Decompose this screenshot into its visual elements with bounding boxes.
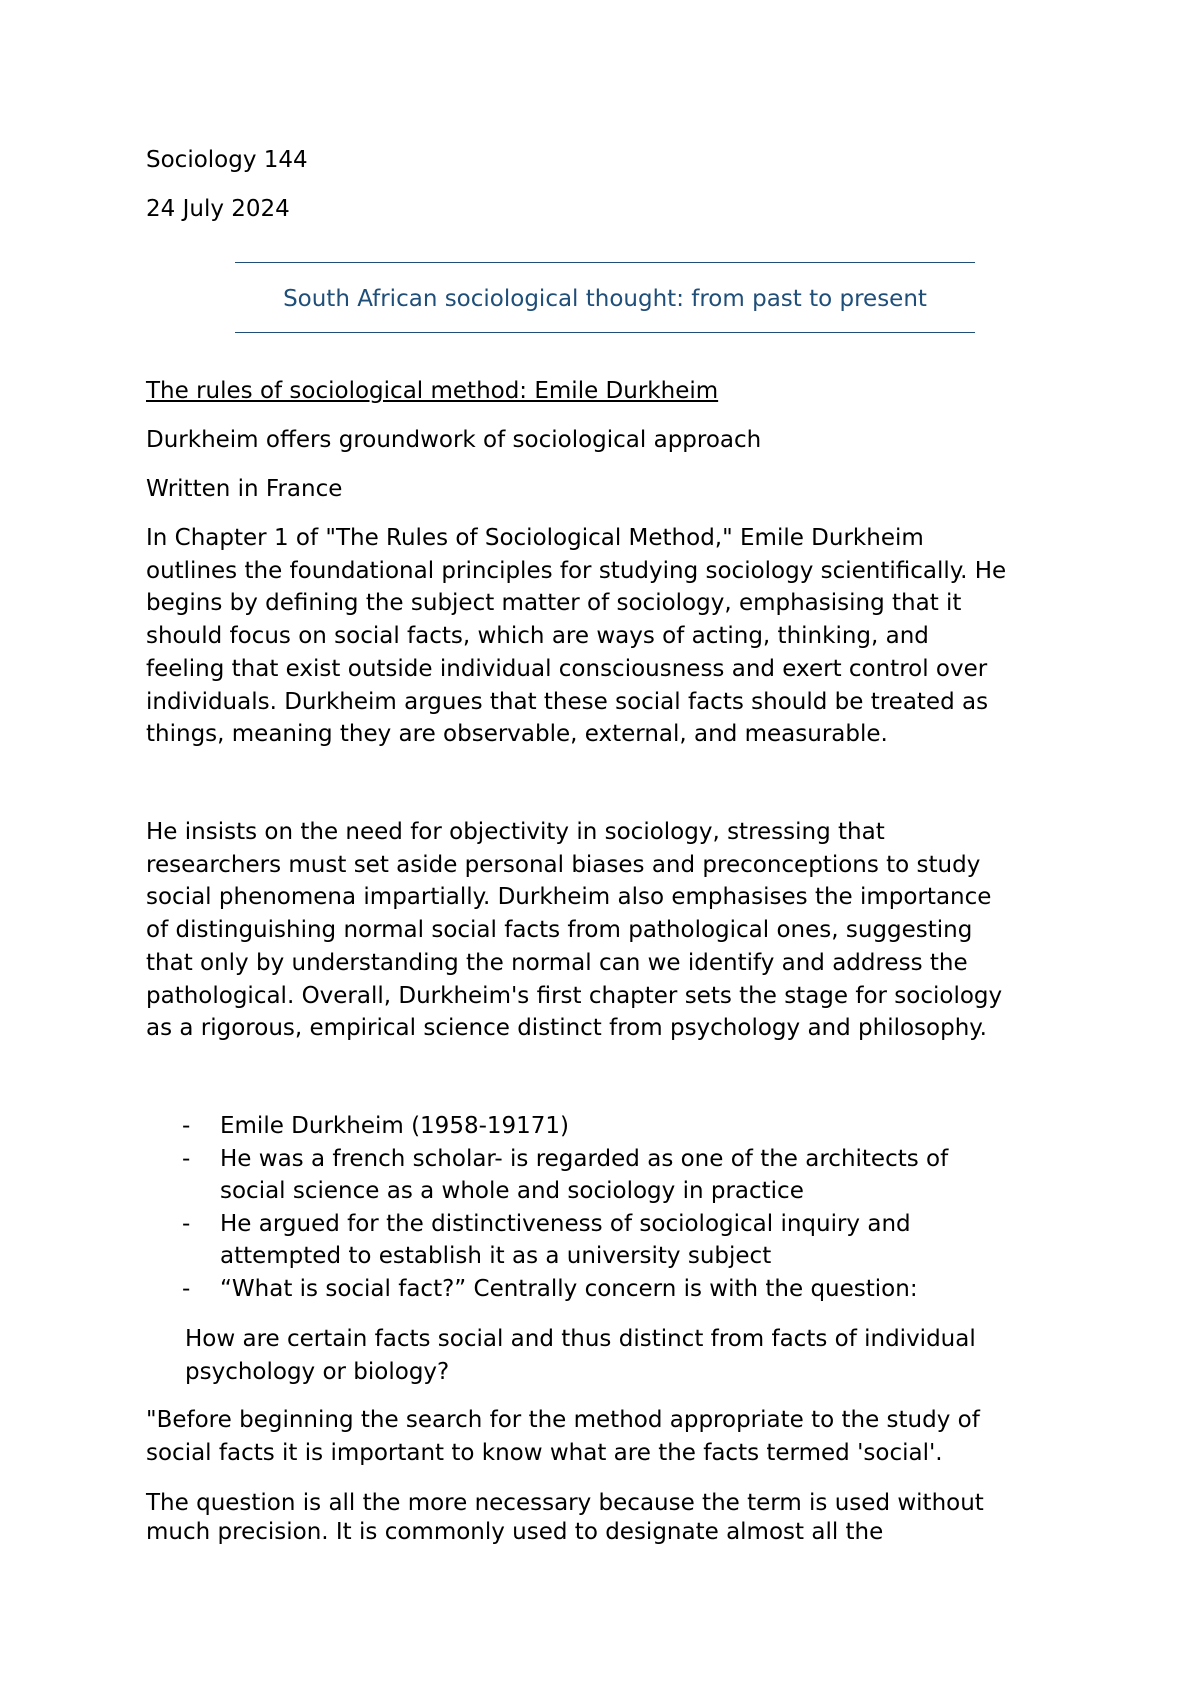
paragraph-line: things, meaning they are observable, external, and measurable. — [146, 721, 888, 748]
paragraph-line: much precision. It is commonly used to designate almost all the — [146, 1519, 884, 1545]
bullet-marker: - — [182, 1210, 191, 1237]
title-top-rule — [235, 262, 975, 263]
intro-line: Durkheim offers groundwork of sociological approach — [146, 427, 762, 453]
paragraph-line: that only by understanding the normal can we identify and address the — [146, 949, 968, 976]
paragraph-line: individuals. Durkheim argues that these social facts should be treated as — [146, 688, 989, 715]
bullet-marker: - — [182, 1113, 191, 1139]
list-item — [146, 1110, 1086, 1143]
paragraph-line: He insists on the need for objectivity in sociology, stressing that — [146, 819, 885, 845]
bullet-marker: - — [182, 1275, 191, 1302]
question-line: How are certain facts social and thus distinct from facts of individual — [185, 1326, 976, 1352]
list-item-line: social science as a whole and sociology in practice — [220, 1178, 804, 1205]
list-item-line: “What is social fact?” Centrally concern is with the question: — [220, 1275, 918, 1302]
section-heading: The rules of sociological method: Emile Durkheim — [146, 378, 719, 404]
paragraph-line: should focus on social facts, which are ways of acting, thinking, and — [146, 623, 929, 650]
bullet-list — [146, 1110, 1086, 1306]
list-item-line: Emile Durkheim (1958-19171) — [220, 1113, 570, 1139]
list-item-line: attempted to establish it as a university subject — [220, 1243, 772, 1270]
paragraph-objectivity — [146, 816, 1086, 1045]
quote-line: "Before beginning the search for the method appropriate to the study of — [146, 1407, 980, 1433]
paragraph-line: begins by defining the subject matter of sociology, emphasising that it — [146, 590, 962, 617]
list-item — [146, 1208, 1086, 1273]
course-name: Sociology 144 — [146, 147, 308, 173]
list-item-line: He argued for the distinctiveness of sociological inquiry and — [220, 1210, 911, 1237]
closing-paragraph — [146, 1489, 1086, 1547]
paragraph-line: social phenomena impartially. Durkheim also emphasises the importance — [146, 884, 992, 911]
document-date: 24 July 2024 — [146, 196, 290, 222]
paragraph-chapter-summary — [146, 522, 1086, 751]
list-item — [146, 1273, 1086, 1306]
paragraph-line: of distinguishing normal social facts from pathological ones, suggesting — [146, 917, 973, 944]
paragraph-line: In Chapter 1 of "The Rules of Sociological Method," Emile Durkheim — [146, 525, 924, 551]
paragraph-line: feeling that exist outside individual consciousness and exert control over — [146, 655, 988, 682]
document-title: South African sociological thought: from past to present — [283, 286, 927, 312]
question-line: psychology or biology? — [185, 1358, 450, 1385]
quote-line: social facts it is important to know what are the facts termed 'social'. — [146, 1439, 943, 1466]
durkheim-quote — [146, 1404, 1086, 1469]
list-item — [146, 1143, 1086, 1208]
paragraph-line: researchers must set aside personal biases and preconceptions to study — [146, 851, 981, 878]
intro-line: Written in France — [146, 476, 343, 502]
paragraph-line: pathological. Overall, Durkheim's first chapter sets the stage for sociology — [146, 982, 1003, 1009]
paragraph-line: The question is all the more necessary because the term is used without — [146, 1490, 984, 1516]
list-item-line: He was a french scholar- is regarded as one of the architects of — [220, 1145, 949, 1172]
central-question — [185, 1323, 976, 1388]
paragraph-line: outlines the foundational principles for studying sociology scientifically. He — [146, 557, 1007, 584]
title-bottom-rule — [235, 332, 975, 333]
bullet-marker: - — [182, 1145, 191, 1172]
paragraph-line: as a rigorous, empirical science distinct from psychology and philosophy. — [146, 1015, 987, 1042]
